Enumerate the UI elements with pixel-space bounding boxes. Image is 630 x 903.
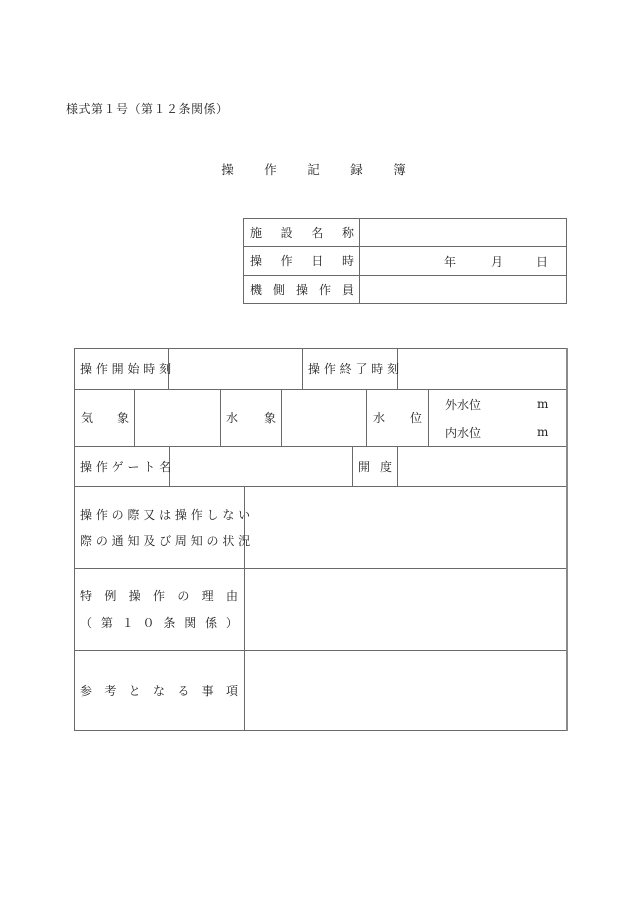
outer-water-level-unit: m: [537, 397, 549, 411]
remarks-field[interactable]: [245, 651, 566, 730]
label-char: 象: [263, 411, 276, 425]
label-char: 参: [80, 683, 93, 698]
opening-field[interactable]: [398, 447, 566, 486]
gate-name-field[interactable]: [170, 447, 352, 486]
operation-datetime-label: [250, 246, 354, 275]
opening-label: [358, 446, 392, 486]
end-time-label: 操 作 終 了 時 刻: [308, 362, 400, 376]
water-condition-label: [226, 389, 276, 446]
label-char: 称: [341, 225, 354, 240]
label-char: 操: [295, 282, 308, 297]
label-char: 名: [311, 225, 324, 240]
notification-label-line2: 際 の 通 知 及 び 周 知 の 状 況: [80, 533, 251, 548]
label-char: 項: [225, 683, 238, 698]
label-char: 時: [341, 254, 354, 268]
label-char: 位: [409, 411, 422, 425]
label-char: 日: [311, 254, 324, 268]
water-level-label: [373, 389, 422, 446]
operator-field[interactable]: [360, 276, 566, 303]
label-char: の: [177, 588, 190, 603]
label-char: 機: [250, 282, 263, 297]
end-time-field[interactable]: [398, 349, 566, 389]
label-char: 作: [152, 588, 165, 603]
inner-water-level-label: 内水位: [445, 425, 482, 440]
operation-datetime-field[interactable]: [360, 247, 566, 275]
label-char: 水: [226, 411, 239, 425]
water-condition-field[interactable]: [282, 390, 366, 446]
label-char: 関: [184, 615, 197, 630]
label-char: 作: [318, 282, 331, 297]
label-char: な: [152, 683, 165, 698]
label-char: 気: [81, 411, 94, 425]
start-time-field[interactable]: [169, 349, 302, 389]
label-char: （: [80, 615, 93, 630]
label-char: 理: [201, 588, 214, 603]
divider: [566, 218, 567, 304]
notification-status-field[interactable]: [245, 487, 566, 568]
label-char: 考: [104, 683, 117, 698]
divider: [366, 389, 367, 446]
notification-label-line1: 操 作 の 際 又 は 操 作 し な い: [80, 507, 251, 522]
label-char: 施: [250, 225, 263, 240]
label-char: ０: [142, 615, 155, 630]
divider: [220, 389, 221, 446]
label-char: 例: [104, 588, 117, 603]
divider: [566, 348, 568, 731]
month-unit: 月: [491, 254, 504, 269]
divider: [74, 730, 567, 731]
label-char: 象: [116, 411, 129, 425]
label-char: 側: [272, 282, 285, 297]
label-char: 係: [205, 615, 218, 630]
facility-name-label: [250, 218, 354, 246]
start-time-label: 操 作 開 始 時 刻: [80, 362, 172, 376]
inner-water-level-field[interactable]: [429, 418, 566, 446]
label-char: 度: [379, 459, 392, 474]
special-reason-field[interactable]: [245, 569, 566, 650]
label-char: 操: [128, 588, 141, 603]
document-title: 操 作 記 録 簿: [221, 162, 415, 177]
form-number: 様式第１号（第１２条関係）: [66, 102, 229, 116]
divider: [352, 446, 353, 486]
inner-water-level-unit: m: [537, 425, 549, 439]
special-reason-label-line1: [80, 581, 238, 609]
label-char: 員: [341, 282, 354, 297]
outer-water-level-field[interactable]: [429, 390, 566, 418]
divider: [74, 348, 75, 731]
outer-water-level-label: 外水位: [445, 397, 482, 412]
label-char: 操: [250, 254, 263, 268]
label-char: 作: [280, 254, 293, 268]
special-reason-label-line2: [80, 608, 238, 636]
label-char: ）: [225, 615, 238, 630]
weather-label: [81, 389, 129, 446]
weather-field[interactable]: [135, 390, 220, 446]
label-char: 第: [100, 615, 113, 630]
label-char: 設: [280, 225, 293, 240]
label-char: 事: [201, 683, 214, 698]
label-char: 特: [80, 588, 93, 603]
label-char: １: [121, 615, 134, 630]
divider: [243, 303, 567, 304]
label-char: 水: [373, 411, 386, 425]
divider: [243, 218, 244, 304]
divider: [302, 348, 303, 389]
label-char: 開: [358, 459, 371, 474]
day-unit: 日: [536, 254, 549, 269]
remarks-label: [80, 650, 238, 730]
label-char: と: [128, 683, 141, 698]
label-char: 条: [163, 615, 176, 630]
label-char: る: [177, 683, 190, 698]
label-char: 由: [225, 588, 238, 603]
gate-name-label: 操 作 ゲ ー ト 名: [80, 459, 172, 474]
operator-label: [250, 275, 354, 303]
facility-name-field[interactable]: [360, 219, 566, 246]
year-unit: 年: [444, 254, 457, 269]
